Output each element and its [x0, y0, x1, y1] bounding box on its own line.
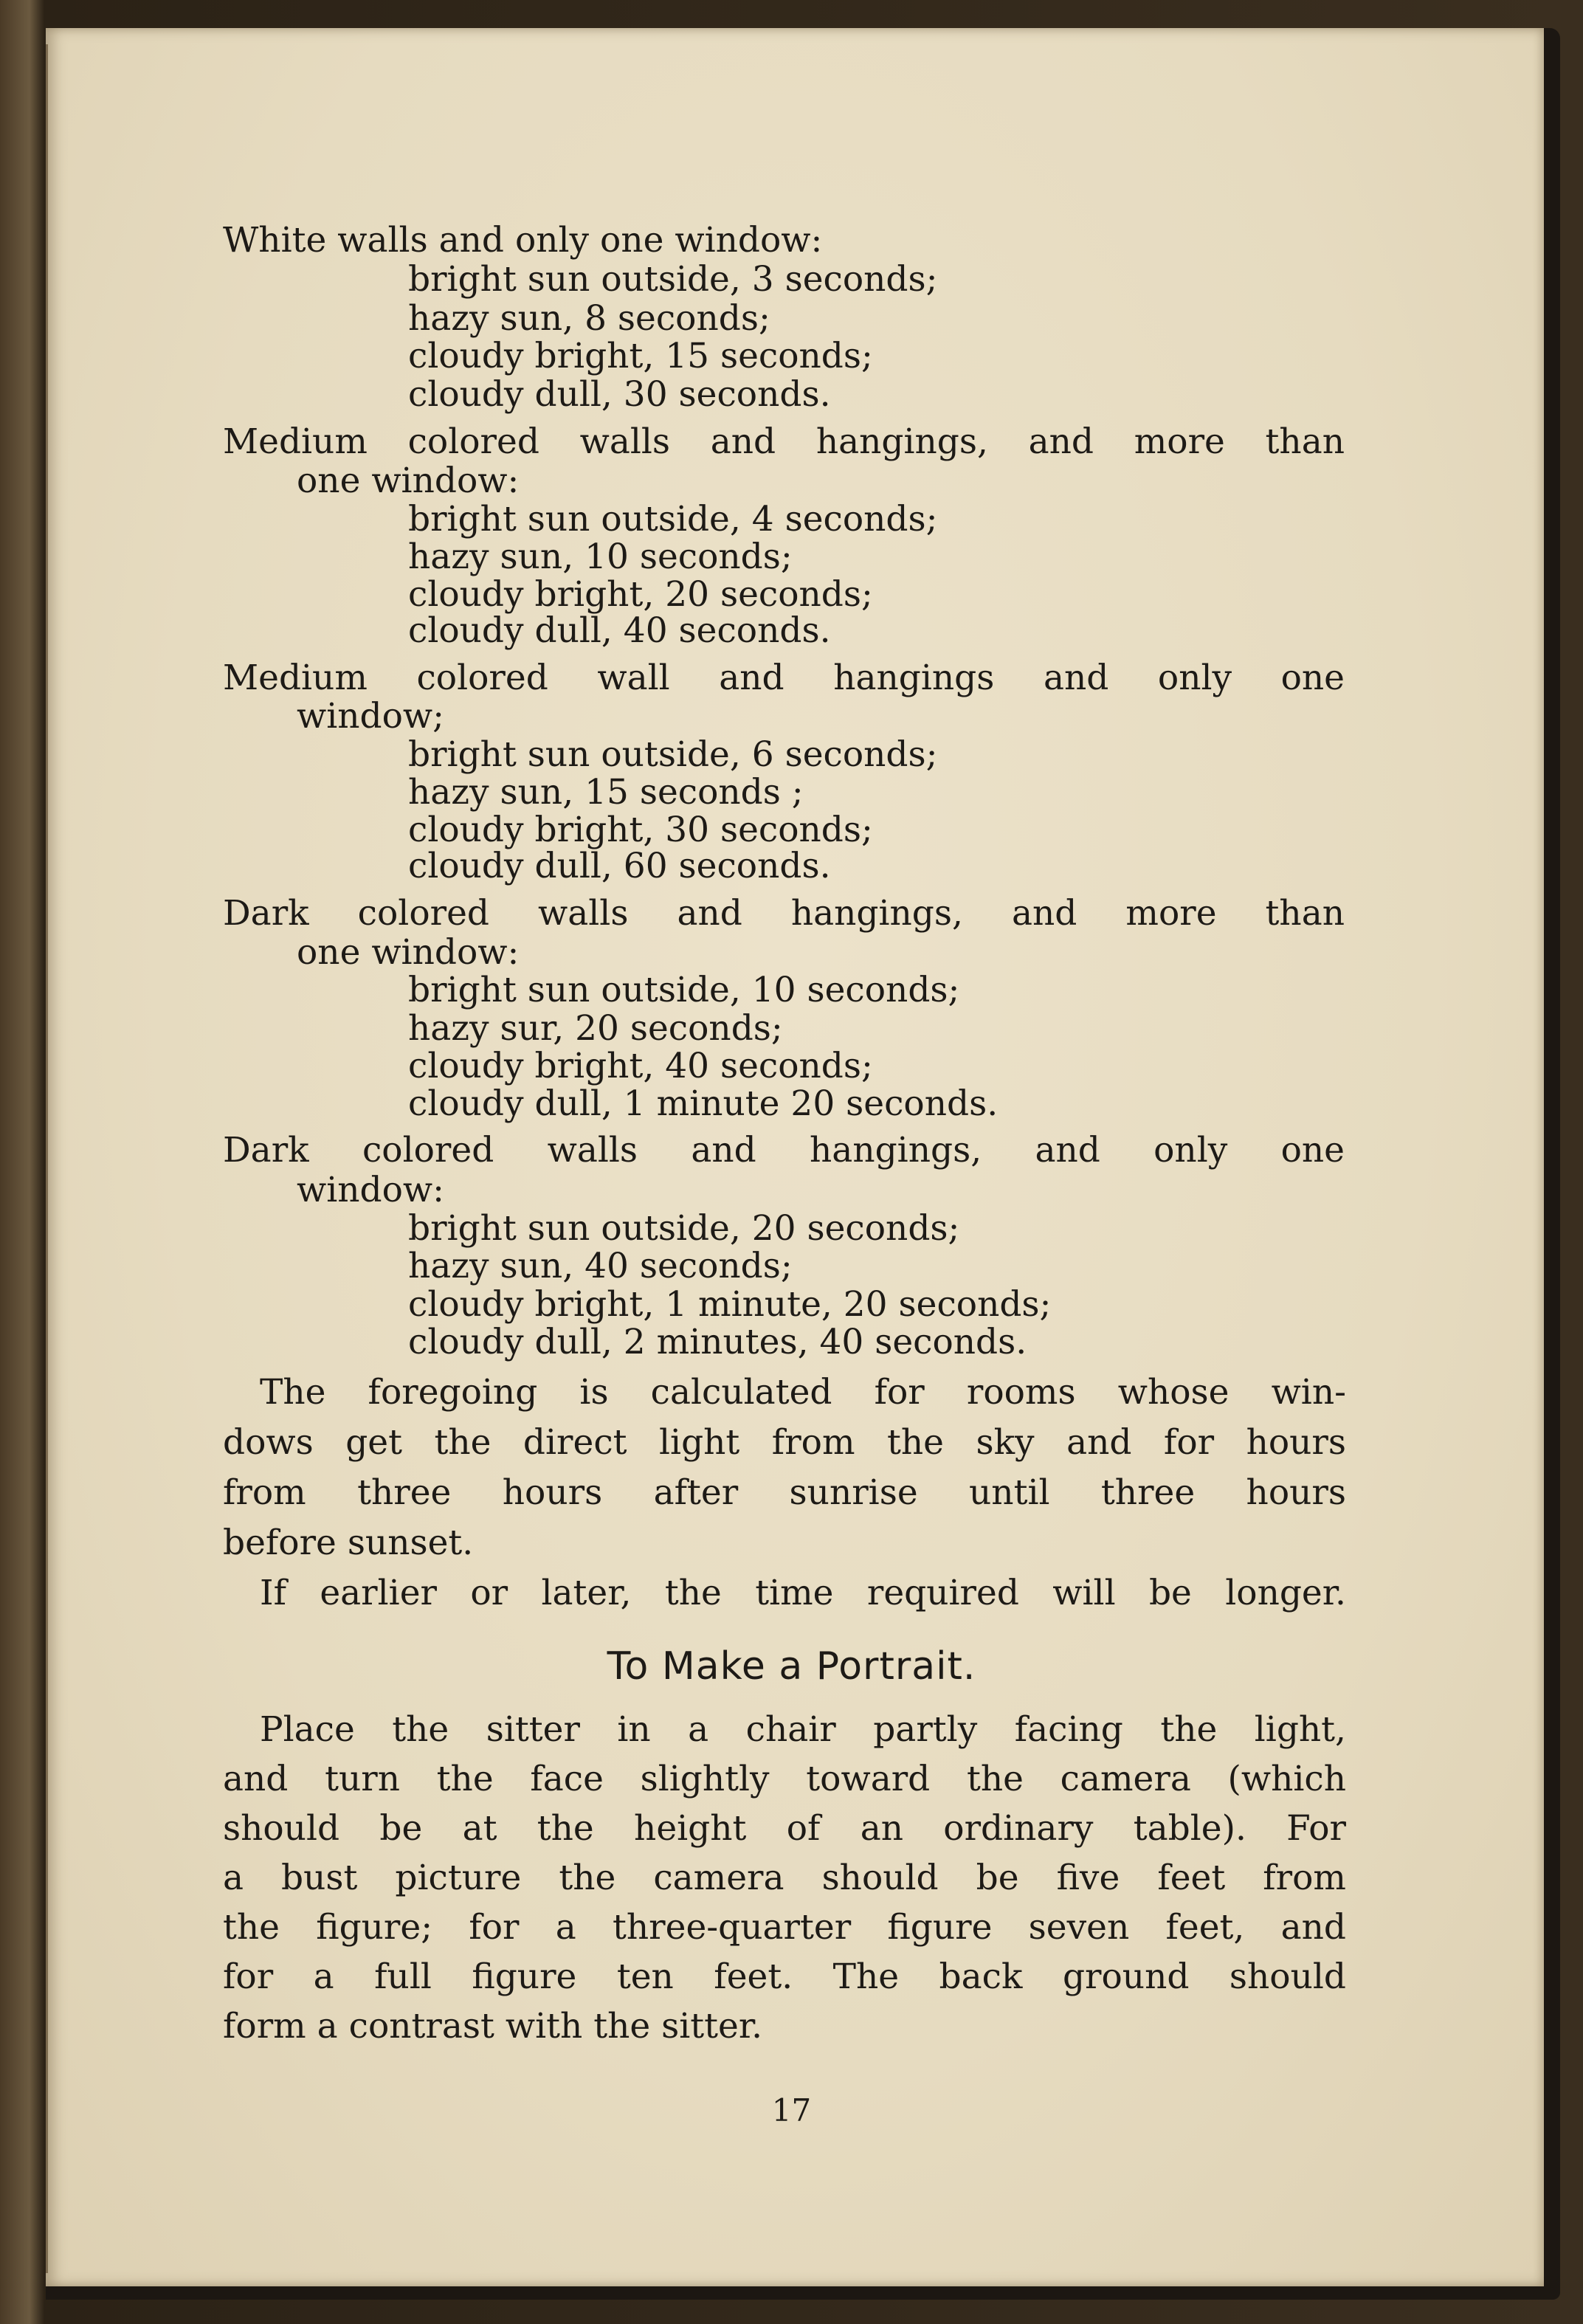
exposure-item: cloudy bright, 20 seconds; — [408, 574, 873, 615]
portrait-line: for a full figure ten feet. The back ground should — [223, 1956, 1346, 1997]
block-heading: Medium colored wall and hangings and only one — [223, 658, 1345, 698]
note-line: dows get the direct light from the sky and for hours — [223, 1422, 1346, 1463]
exposure-item: bright sun outside, 3 seconds; — [408, 259, 938, 300]
exposure-item: cloudy dull, 1 minute 20 seconds. — [408, 1083, 999, 1124]
exposure-item: cloudy dull, 2 minutes, 40 seconds. — [408, 1322, 1027, 1362]
exposure-item: hazy sun, 10 seconds; — [408, 537, 793, 577]
portrait-line: the figure; for a three-quarter figure seven feet, and — [223, 1907, 1346, 1948]
exposure-item: bright sun outside, 10 seconds; — [408, 970, 960, 1010]
portrait-line: and turn the face slightly toward the camera (which — [223, 1759, 1346, 1799]
portrait-line: a bust picture the camera should be five feet from — [223, 1858, 1346, 1898]
exposure-item: cloudy bright, 40 seconds; — [408, 1046, 873, 1086]
portrait-line: should be at the height of an ordinary table). For — [223, 1808, 1346, 1849]
block-heading: Dark colored walls and hangings, and only one — [223, 1130, 1345, 1170]
exposure-item: cloudy dull, 40 seconds. — [408, 610, 831, 651]
exposure-item: hazy sur, 20 seconds; — [408, 1008, 783, 1049]
exposure-item: hazy sun, 8 seconds; — [408, 298, 770, 339]
block-heading: White walls and only one window: — [223, 220, 823, 261]
block-heading-continued: one window: — [297, 461, 520, 501]
note-later: If earlier or later, the time required will be longer. — [260, 1573, 1346, 1613]
portrait-line: form a contrast with the sitter. — [223, 2006, 763, 2047]
block-heading-continued: window: — [297, 1170, 444, 1210]
exposure-item: cloudy bright, 15 seconds; — [408, 336, 873, 376]
note-line: before sunset. — [223, 1523, 474, 1563]
portrait-line: Place the sitter in a chair partly facing the light, — [260, 1709, 1346, 1750]
note-line: The foregoing is calculated for rooms whose win- — [260, 1372, 1346, 1413]
exposure-item: cloudy dull, 30 seconds. — [408, 374, 831, 415]
exposure-item: bright sun outside, 20 seconds; — [408, 1208, 960, 1249]
exposure-item: cloudy bright, 30 seconds; — [408, 810, 873, 850]
block-heading-continued: one window: — [297, 932, 520, 973]
page-number: 17 — [771, 2092, 812, 2128]
exposure-item: bright sun outside, 6 seconds; — [408, 734, 938, 775]
exposure-item: bright sun outside, 4 seconds; — [408, 499, 938, 539]
exposure-item: hazy sun, 15 seconds ; — [408, 772, 804, 813]
note-line: from three hours after sunrise until three hours — [223, 1472, 1346, 1513]
exposure-item: cloudy bright, 1 minute, 20 seconds; — [408, 1284, 1052, 1325]
section-title: To Make a Portrait. — [607, 1644, 976, 1689]
block-heading-continued: window; — [297, 696, 444, 737]
exposure-item: hazy sun, 40 seconds; — [408, 1246, 793, 1286]
block-heading: Dark colored walls and hangings, and more than — [223, 893, 1345, 934]
block-heading: Medium colored walls and hangings, and more than — [223, 421, 1345, 462]
exposure-item: cloudy dull, 60 seconds. — [408, 846, 831, 886]
